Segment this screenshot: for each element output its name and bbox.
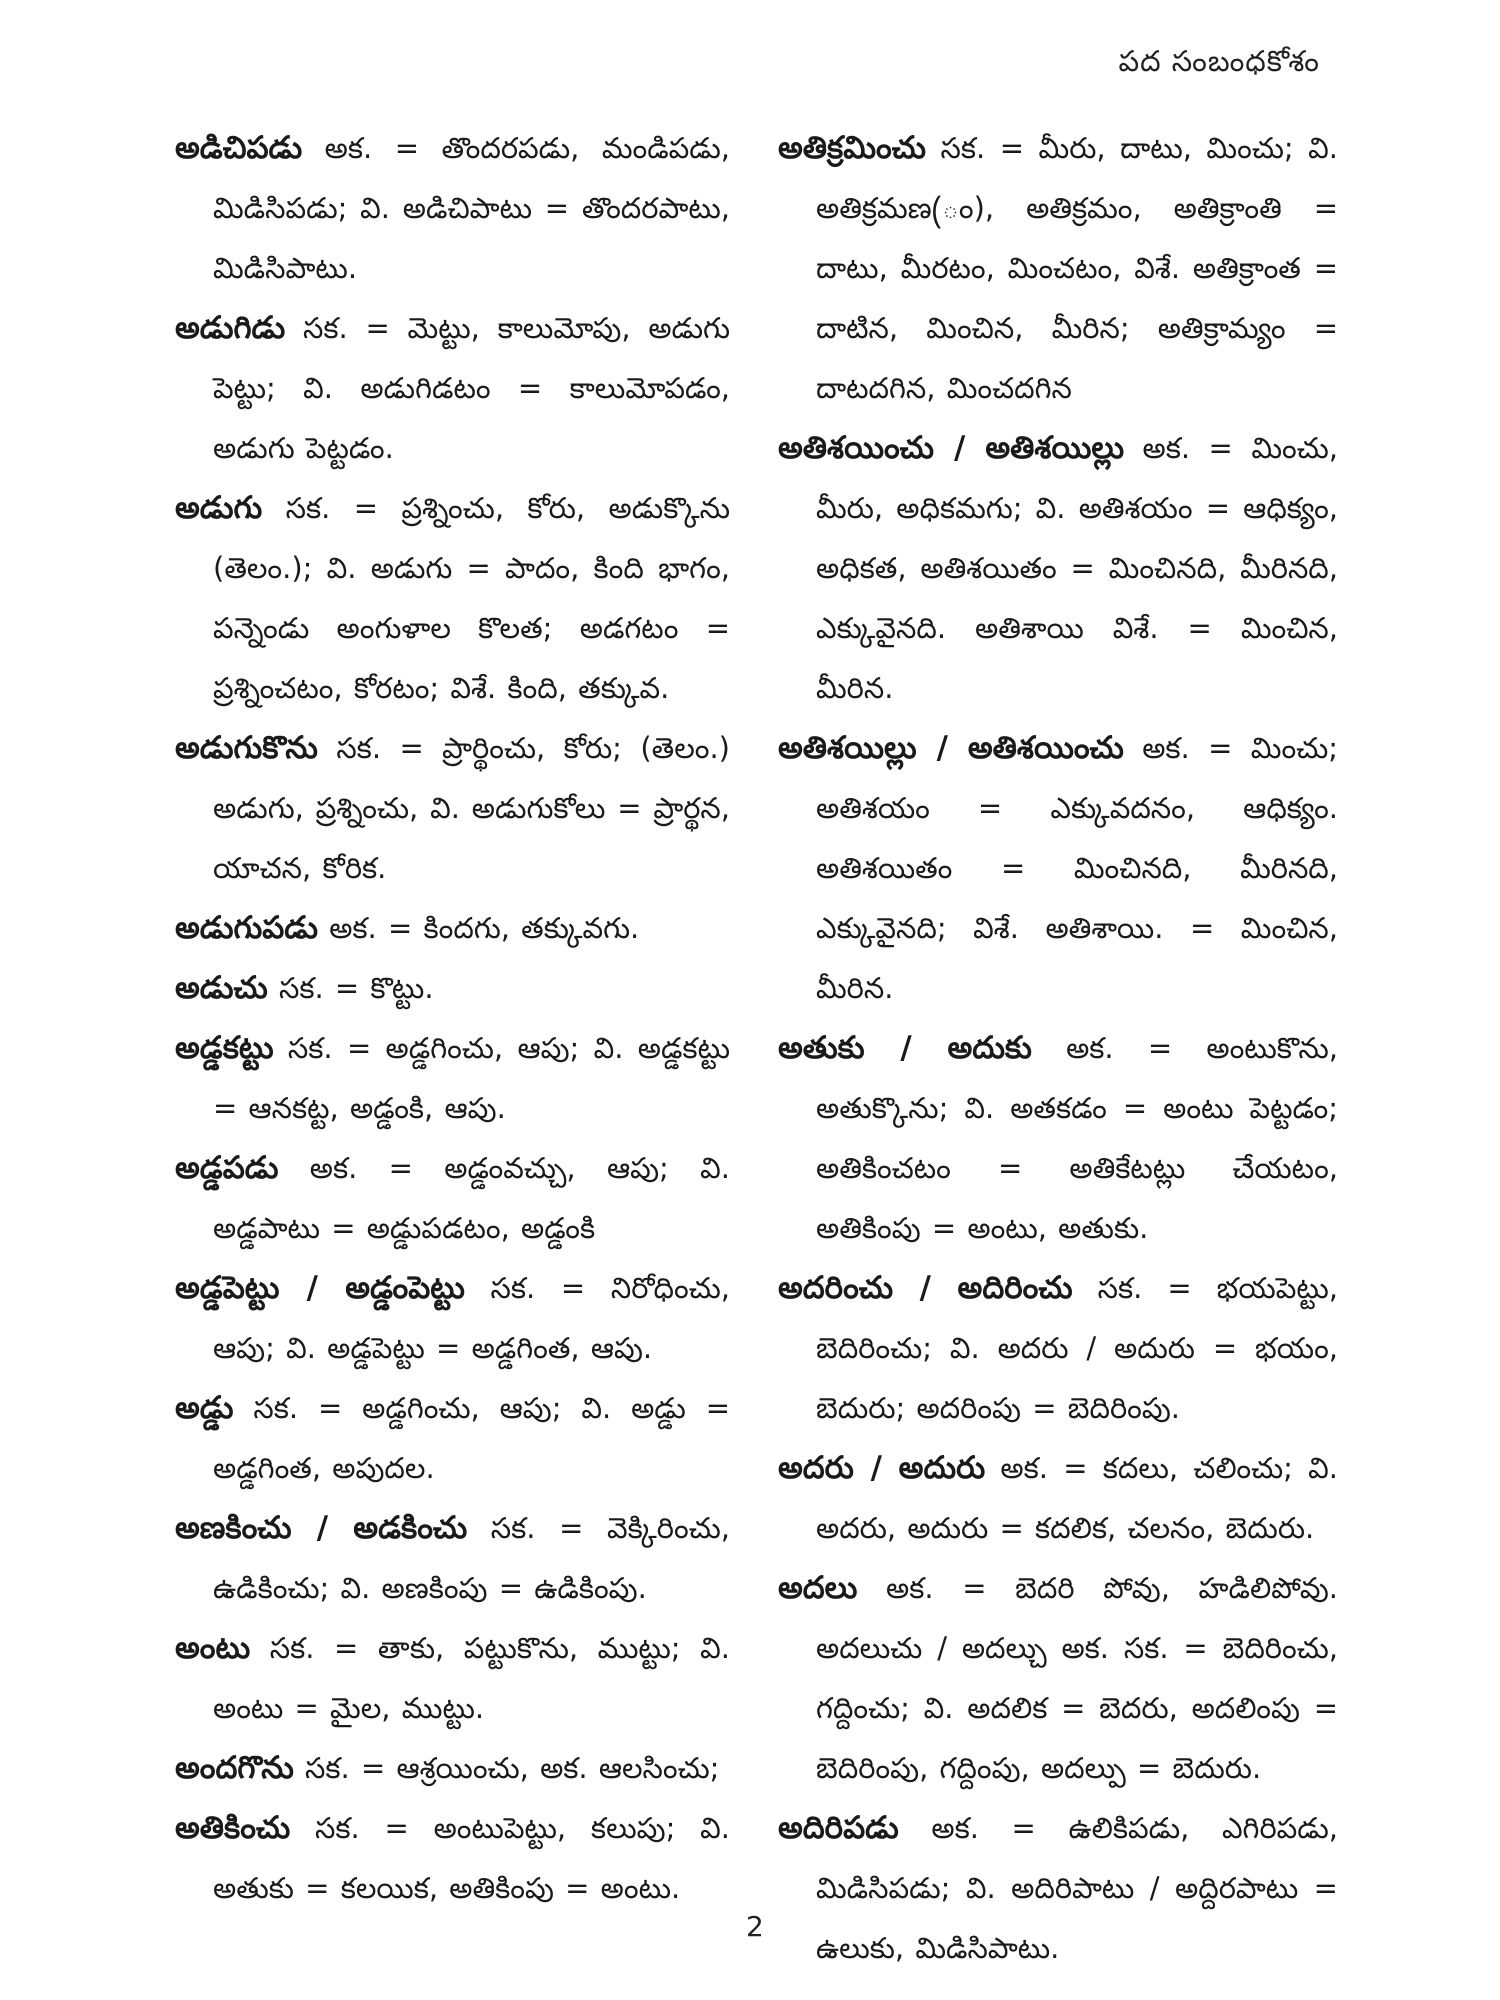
entry-definition: సక. = ఆశ్రయించు, అక. ఆలసించు; xyxy=(293,1751,720,1785)
dictionary-entry xyxy=(175,118,730,298)
entry-definition: అక. = ఉలికిపడు, ఎగిరిపడు, మిడిసిపడు; వి. అదిరిపాటు / అద్దిరపాటు = ఉలుకు, మిడిసిపాటు. xyxy=(816,1811,1338,1965)
dictionary-entry xyxy=(778,718,1338,1018)
entry-definition: సక. = అడ్డగించు, ఆపు; వి. అడ్డకట్టు = ఆనకట్ట, అడ్డంకి, ఆపు. xyxy=(213,1031,730,1125)
entry-definition: సక. = అంటుపెట్టు, కలుపు; వి. అతుకు = కలయిక, అతికింపు = అంటు. xyxy=(213,1811,730,1905)
entry-definition: సక. = మెట్టు, కాలుమోపు, అడుగు పెట్టు; వి. అడుగిడటం = కాలుమోపడం, అడుగు పెట్టడం. xyxy=(213,311,730,465)
entry-definition: సక. = కొట్టు. xyxy=(267,971,434,1005)
entry-headword: అందగొను xyxy=(175,1750,294,1786)
entry-headword: అడుగిడు xyxy=(175,310,286,346)
entry-headword: అదలు xyxy=(778,1570,858,1606)
entry-definition: అక. = మించు; అతిశయం = ఎక్కువదనం, ఆధిక్యం. అతిశయితం = మించినది, మీరినది, ఎక్కువైనది; విశే. అతిశాయి. = మించిన, మీరిన. xyxy=(816,731,1338,1005)
entry-headword: అడ్డపెట్టు / అడ్డంపెట్టు xyxy=(175,1270,465,1306)
entry-definition: అక. = కదలు, చలించు; వి. అదరు, అదురు = కదలిక, చలనం, బెదురు. xyxy=(816,1451,1338,1545)
entry-definition: అక. = కిందగు, తక్కువగు. xyxy=(317,911,640,945)
right-column xyxy=(778,118,1338,1978)
dictionary-entry xyxy=(175,1378,730,1498)
entry-headword: అడ్డు xyxy=(175,1390,234,1426)
dictionary-entry xyxy=(175,478,730,718)
dictionary-entry xyxy=(175,958,730,1018)
dictionary-entry xyxy=(778,1438,1338,1558)
entry-headword: అతిశయిల్లు / అతిశయించు xyxy=(778,730,1124,766)
dictionary-entry xyxy=(778,1258,1338,1438)
dictionary-entry xyxy=(175,1738,730,1798)
dictionary-entry xyxy=(175,1618,730,1738)
entry-definition: సక. = ప్రార్థించు, కోరు; (తెలం.) అడుగు, ప్రశ్నించు, వి. అడుగుకోలు = ప్రార్థన, యాచన, కోరిక. xyxy=(213,731,730,885)
page-number: 2 xyxy=(746,1910,764,1943)
dictionary-entry xyxy=(175,718,730,898)
entry-definition: సక. = భయపెట్టు, బెదిరించు; వి. అదరు / అదురు = భయం, బెదురు; అదరింపు = బెదిరింపు. xyxy=(816,1271,1338,1425)
running-head-title: పద సంబంధకోశం xyxy=(1118,44,1320,78)
dictionary-entry xyxy=(175,1138,730,1258)
entry-headword: అతికించు xyxy=(175,1810,291,1846)
dictionary-entry xyxy=(175,1498,730,1618)
dictionary-entry xyxy=(778,1798,1338,1978)
dictionary-entry xyxy=(778,1558,1338,1798)
dictionary-entry xyxy=(175,1018,730,1138)
entry-definition: సక. = వెక్కిరించు, ఉడికించు; వి. అణకింపు = ఉడికింపు. xyxy=(213,1511,730,1605)
dictionary-entry xyxy=(778,1018,1338,1258)
entry-definition: అక. = తొందరపడు, మండిపడు, మిడిసిపడు; వి. అడిచిపాటు = తొందరపాటు, మిడిసిపాటు. xyxy=(213,131,730,285)
entry-headword: అడుగు xyxy=(175,490,263,526)
entry-definition: అక. = అడ్డంవచ్చు, ఆపు; వి. అడ్డపాటు = అడ్డుపడటం, అడ్డంకి xyxy=(213,1151,730,1245)
entry-definition: సక. = అడ్డగించు, ఆపు; వి. అడ్డు = అడ్డగింత, అపుదల. xyxy=(213,1391,730,1485)
entry-headword: అడుగుపడు xyxy=(175,910,318,946)
entry-definition: అక. = అంటుకొను, అతుక్కొను; వి. అతకడం = అంటు పెట్టడం; అతికించటం = అతికేటట్లు చేయటం, అతికింపు = అంటు, అతుకు. xyxy=(816,1031,1339,1245)
entry-headword: అడ్డకట్టు xyxy=(175,1030,274,1066)
entry-definition: సక. = మీరు, దాటు, మించు; వి. అతిక్రమణ(ం), అతిక్రమం, అతిక్రాంతి = దాటు, మీరటం, మించటం, విశే. అతిక్రాంత = దాటిన, మించిన, మీరిన; అతిక్రామ్యం = దాటదగిన, మించదగిన xyxy=(816,131,1338,405)
entry-headword: అడుగుకొను xyxy=(175,730,318,766)
entry-headword: అదరించు / అదిరించు xyxy=(778,1270,1073,1306)
entry-headword: అతిశయించు / అతిశయిల్లు xyxy=(778,430,1125,466)
entry-definition: అక. = బెదరి పోవు, హడిలిపోవు. అదలుచు / అదల్చు అక. సక. = బెదిరించు, గద్దించు; వి. అదలిక = బెదరు, అదలింపు = బెదిరింపు, గద్దింపు, అదల్పు = బెదురు. xyxy=(816,1571,1338,1785)
dictionary-entry xyxy=(778,118,1338,418)
dictionary-entry xyxy=(175,1798,730,1918)
entry-headword: అణకించు / అడకించు xyxy=(175,1510,468,1546)
entry-definition: సక. = తాకు, పట్టుకొను, ముట్టు; వి. అంటు = మైల, ముట్టు. xyxy=(213,1631,730,1725)
entry-definition: సక. = ప్రశ్నించు, కోరు, అడుక్కొను (తెలం.); వి. అడుగు = పాదం, కింది భాగం, పన్నెండు అంగుళాల కొలత; అడగటం = ప్రశ్నించటం, కోరటం; విశే. కింది, తక్కువ. xyxy=(213,491,730,705)
dictionary-entry xyxy=(175,1258,730,1378)
entry-definition: సక. = నిరోధించు, ఆపు; వి. అడ్డపెట్టు = అడ్డగింత, ఆపు. xyxy=(213,1271,730,1365)
entry-headword: అతుకు / అదుకు xyxy=(778,1030,1032,1066)
dictionary-entry xyxy=(778,418,1338,718)
entry-headword: అదిరిపడు xyxy=(778,1810,899,1846)
entry-headword: అంటు xyxy=(175,1630,251,1666)
entry-headword: అడుచు xyxy=(175,970,268,1006)
entry-headword: అడిచిపడు xyxy=(175,130,303,166)
dictionary-entry xyxy=(175,898,730,958)
entry-headword: అదరు / అదురు xyxy=(778,1450,986,1486)
left-column xyxy=(175,118,730,1918)
entry-headword: అతిక్రమించు xyxy=(778,130,927,166)
entry-definition: అక. = మించు, మీరు, అధికమగు; వి. అతిశయం = ఆధిక్యం, అధికత, అతిశయితం = మించినది, మీరినది, ఎక్కువైనది. అతిశాయి విశే. = మించిన, మీరిన. xyxy=(816,431,1339,705)
dictionary-entry xyxy=(175,298,730,478)
entry-headword: అడ్డపడు xyxy=(175,1150,279,1186)
